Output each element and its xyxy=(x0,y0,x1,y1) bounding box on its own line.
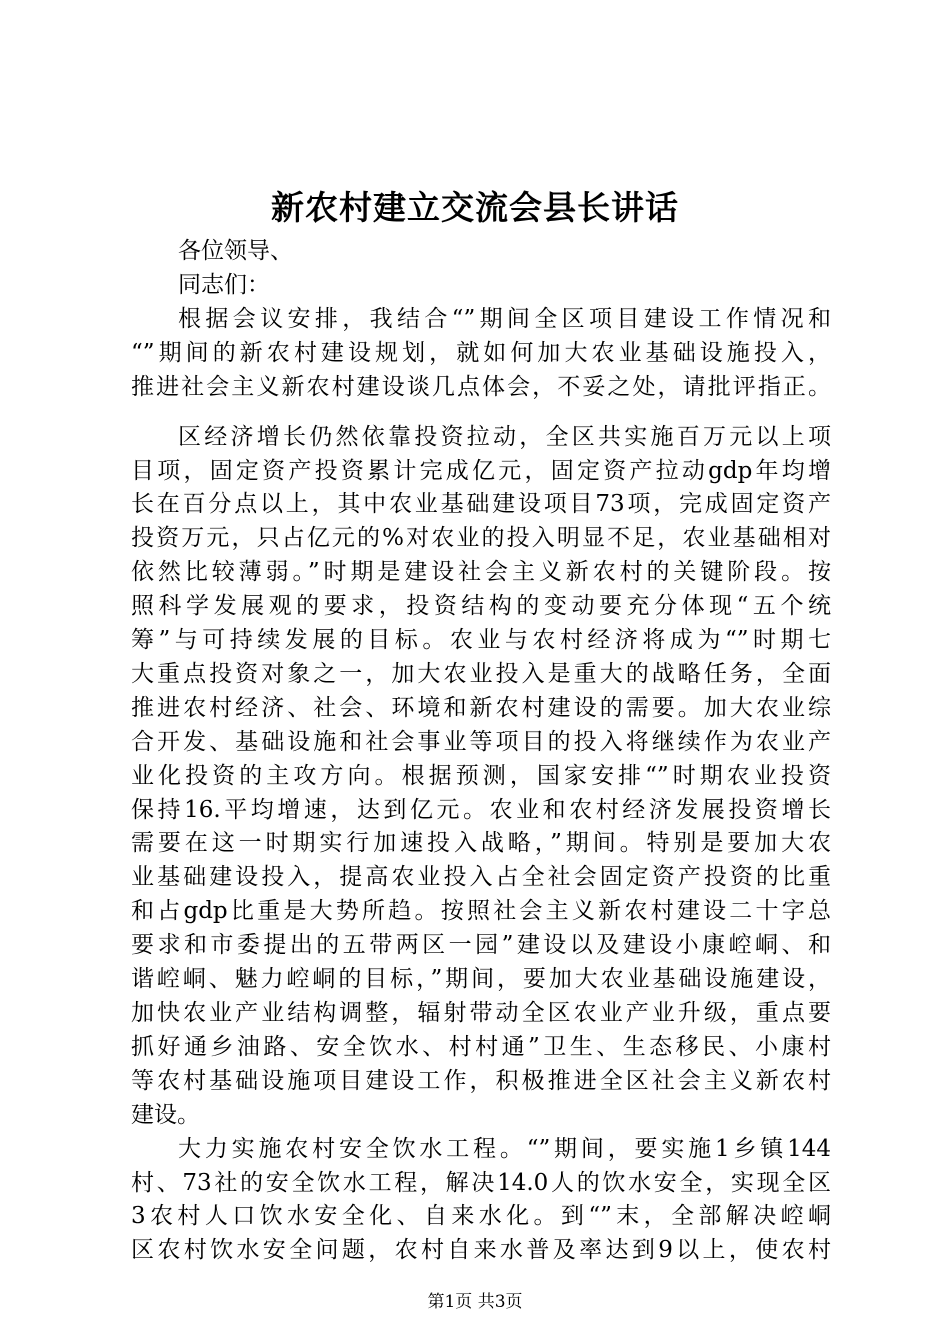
paragraph-line: 业基础建设投入，提高农业投入占全社会固定资产投资的比重 xyxy=(131,864,831,890)
paragraph-line: 长在百分点以上，其中农业基础建设项目73项，完成固定资产 xyxy=(131,491,831,517)
paragraph-line: 依然比较薄弱。”时期是建设社会主义新农村的关键阶段。按 xyxy=(131,559,831,585)
paragraph-line: 合开发、基础设施和社会事业等项目的投入将继续作为农业产 xyxy=(131,729,831,755)
document-title: 新农村建立交流会县长讲话 xyxy=(271,188,679,227)
paragraph-line: 区农村饮水安全问题，农村自来水普及率达到9以上，使农村 xyxy=(131,1237,831,1263)
paragraph-line: 推进农村经济、社会、环境和新农村建设的需要。加大农业综 xyxy=(131,695,831,721)
paragraph-line: 谐崆峒、魅力崆峒的目标，”期间，要加大农业基础设施建设， xyxy=(131,966,831,992)
paragraph-line: 需要在这一时期实行加速投入战略，”期间。特别是要加大农 xyxy=(131,830,831,856)
paragraph-line: 等农村基础设施项目建设工作，积极推进全区社会主义新农村 xyxy=(131,1068,831,1094)
paragraph-line: 区经济增长仍然依靠投资拉动，全区共实施百万元以上项 xyxy=(178,424,831,450)
paragraph-line: 抓好通乡油路、安全饮水、村村通”卫生、生态移民、小康村 xyxy=(131,1034,831,1060)
paragraph-line: 建设。 xyxy=(131,1102,200,1128)
paragraph-line: 加快农业产业结构调整，辐射带动全区农业产业升级，重点要 xyxy=(131,1000,831,1026)
paragraph-line: 和占gdp比重是大势所趋。按照社会主义新农村建设二十字总 xyxy=(131,898,831,924)
paragraph-line: 要求和市委提出的五带两区一园”建设以及建设小康崆峒、和 xyxy=(131,932,831,958)
paragraph-line: 大力实施农村安全饮水工程。“”期间，要实施1乡镇144 xyxy=(178,1136,831,1162)
paragraph-line: 目项，固定资产投资累计完成亿元，固定资产拉动gdp年均增 xyxy=(131,458,831,484)
paragraph-line: 大重点投资对象之一，加大农业投入是重大的战略任务，全面 xyxy=(131,661,831,687)
page-indicator: 第1页 共3页 xyxy=(427,1292,523,1312)
paragraph-line: 业化投资的主攻方向。根据预测，国家安排“”时期农业投资 xyxy=(131,763,831,789)
paragraph-line: 投资万元，只占亿元的%对农业的投入明显不足，农业基础相对 xyxy=(131,525,831,551)
paragraph-line: 推进社会主义新农村建设谈几点体会，不妥之处，请批评指正。 xyxy=(131,374,831,400)
paragraph-line: 照科学发展观的要求，投资结构的变动要充分体现“五个统 xyxy=(131,593,831,619)
paragraph-line: 3农村人口饮水安全化、自来水化。到“”末，全部解决崆峒 xyxy=(131,1203,831,1229)
paragraph-line: 保持16.平均增速，达到亿元。农业和农村经济发展投资增长 xyxy=(131,797,831,823)
paragraph-line: 根据会议安排，我结合“”期间全区项目建设工作情况和 xyxy=(178,306,831,332)
greeting-line: 同志们： xyxy=(178,272,270,298)
paragraph-line: “”期间的新农村建设规划，就如何加大农业基础设施投入， xyxy=(131,340,831,366)
greeting-line: 各位领导、 xyxy=(178,238,293,264)
paragraph-line: 村、73社的安全饮水工程，解决14.0人的饮水安全，实现全区 xyxy=(131,1170,831,1196)
paragraph-line: 筹”与可持续发展的目标。农业与农村经济将成为“”时期七 xyxy=(131,627,831,653)
